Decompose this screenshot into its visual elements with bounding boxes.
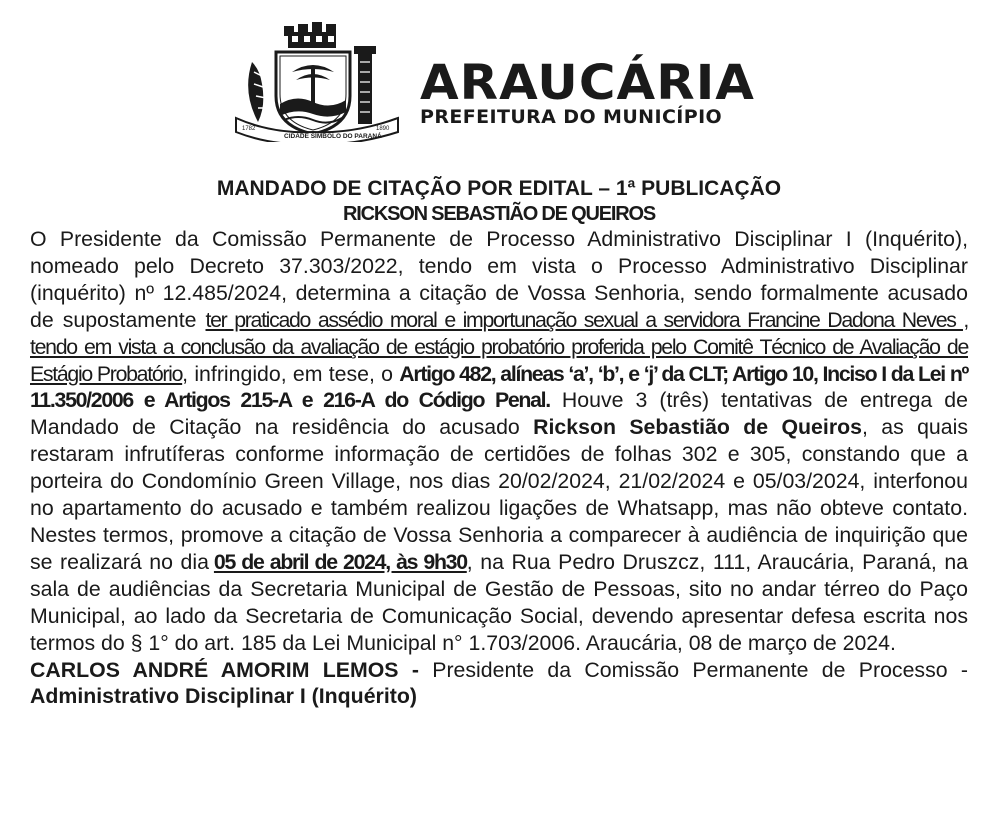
- document-body: [30, 176, 968, 710]
- accused-name: Rickson Sebastião de Queiros: [533, 415, 862, 440]
- brand-name: ARAUCÁRIA: [420, 55, 755, 111]
- paragraph-infringement: , infringido, em tese, o: [182, 361, 400, 386]
- citation-paragraph: [30, 226, 968, 657]
- signer-name: CARLOS ANDRÉ AMORIM LEMOS -: [30, 657, 419, 682]
- paragraph-location: , na Rua Pedro Druszcz, 111, Araucária, Paraná, na sala de audiências da Secretaria Municipal de Gestão de Pessoas, sito no andar térreo do Paço Municipal, ao lado da Secretaria de Comunicação Social, devendo apresentar defesa escrita nos termos do § 1° do art. 185 da Lei Municipal n° 1.703/2006. Araucária, 08 de março de 2024.: [30, 549, 969, 655]
- document-title: MANDADO DE CITAÇÃO POR EDITAL – 1ª PUBLICAÇÃO: [216, 177, 782, 200]
- signer-organization: Administrativo Disciplinar I (Inquérito): [30, 684, 417, 709]
- paragraph-attempts: Houve 3 (três) tentativas de entrega de Mandado de Citação na residência do acusado: [30, 388, 968, 440]
- hearing-date-prefix: a: [197, 549, 214, 574]
- signer-role: Presidente da Comissão Permanente de Processo -: [418, 657, 968, 682]
- crest-year-left: 1782: [242, 126, 256, 132]
- brand: [420, 55, 755, 128]
- legal-basis: Artigo 482, alíneas ‘a’, ‘b’, e ‘j’ da CLT; Artigo 10, Inciso I da Lei nº 11.350/2006 e Artigos 215-A e 216-A do Código Penal.: [30, 361, 969, 413]
- brand-subtitle: PREFEITURA DO MUNICÍPIO: [420, 106, 723, 128]
- paragraph-intro: O Presidente da Comissão Permanente de Processo Administrativo Disciplinar I (Inquérito), nomeado pelo Decreto 37.303/2022, tendo em vista o Processo Administrativo Disciplinar (inquérito) nº 12.485/2024, determina a citação de Vossa Senhoria, sendo formalmente acusado de supostamente: [30, 227, 968, 332]
- signature-block: [30, 657, 968, 711]
- paragraph-summons: , as quais restaram infrutíferas conforme informação de certidões de folhas 302 e 305, constando que a porteira do Condomínio Green Village, nos dias 20/02/2024, 21/02/2024 e 05/03/2024, interfonou no apartamento do acusado e também realizou ligações de Whatsapp, mas não obteve contato. Nestes termos, promove a citação de Vossa Senhoria a comparecer à audiência de inquirição que se realizará no di: [30, 415, 968, 574]
- crest-year-right: 1890: [376, 126, 390, 132]
- header: [232, 22, 772, 144]
- accusation-text: ter praticado assédio moral e importunação sexual a servidora Francine Dadona Neves , tendo em vista a conclusão da avaliação de estágio probatório proferida pelo Comitê Técnico de Avaliação de Estágio Probatório: [30, 307, 968, 386]
- crest-motto: CIDADE SÍMBOLO DO PARANÁ: [284, 133, 382, 140]
- municipal-crest-icon: [232, 22, 402, 142]
- document-subject: RICKSON SEBASTIÃO DE QUEIROS: [343, 203, 655, 225]
- hearing-date: 05 de abril de 2024, às 9h30: [213, 549, 467, 574]
